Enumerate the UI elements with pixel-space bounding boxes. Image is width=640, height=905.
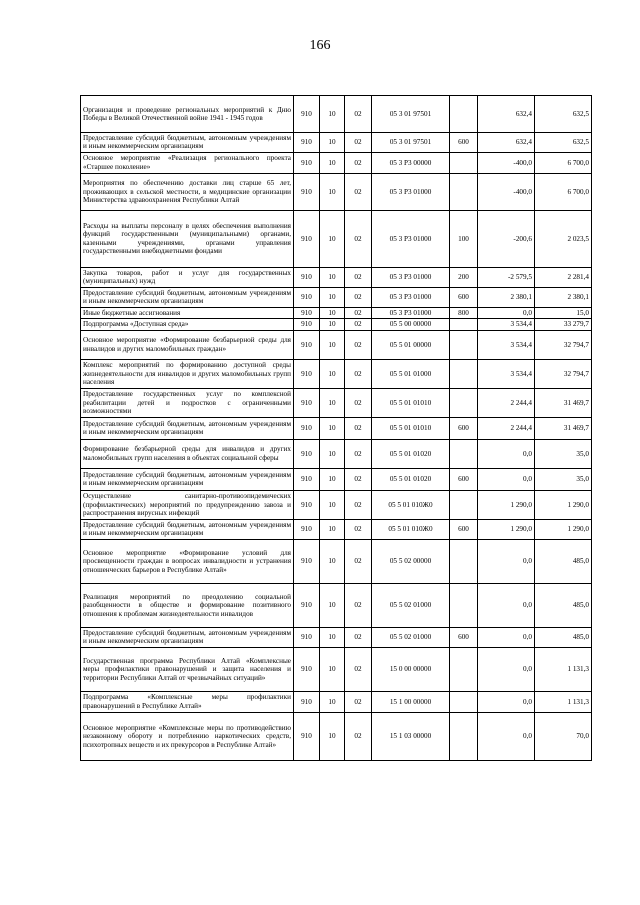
row-total-amount: 2 281,4: [535, 267, 592, 287]
row-grbs: 910: [294, 627, 320, 647]
row-total-amount: 2 380,1: [535, 287, 592, 307]
row-subsection: 02: [345, 468, 372, 490]
row-grbs: 910: [294, 388, 320, 417]
row-grbs: 910: [294, 133, 320, 153]
row-expense-type: 600: [450, 417, 478, 439]
row-change-amount: 1 290,0: [478, 490, 535, 519]
row-target-article: 15 1 00 00000: [372, 691, 450, 712]
row-name: Предоставление субсидий бюджетным, автономным учреждениям и иным некоммерческим организациям: [81, 468, 294, 490]
row-change-amount: 0,0: [478, 691, 535, 712]
row-grbs: 910: [294, 490, 320, 519]
row-target-article: 05 5 01 01020: [372, 468, 450, 490]
row-total-amount: 632,5: [535, 133, 592, 153]
row-change-amount: 0,0: [478, 539, 535, 583]
row-section: 10: [320, 691, 345, 712]
row-target-article: 05 3 P3 01000: [372, 287, 450, 307]
row-expense-type: [450, 330, 478, 359]
row-subsection: 02: [345, 319, 372, 330]
row-section: 10: [320, 210, 345, 267]
row-change-amount: 3 534,4: [478, 359, 535, 388]
row-grbs: 910: [294, 712, 320, 760]
row-expense-type: 600: [450, 133, 478, 153]
row-subsection: 02: [345, 712, 372, 760]
row-subsection: 02: [345, 388, 372, 417]
row-expense-type: [450, 647, 478, 691]
row-total-amount: 1 131,3: [535, 691, 592, 712]
row-expense-type: [450, 490, 478, 519]
row-grbs: 910: [294, 439, 320, 468]
row-target-article: 05 5 01 00000: [372, 330, 450, 359]
row-target-article: 05 3 P3 01000: [372, 210, 450, 267]
row-expense-type: [450, 439, 478, 468]
budget-table: [80, 95, 592, 761]
row-total-amount: 32 794,7: [535, 330, 592, 359]
row-change-amount: -400,0: [478, 173, 535, 210]
row-section: 10: [320, 267, 345, 287]
row-grbs: 910: [294, 319, 320, 330]
row-subsection: 02: [345, 490, 372, 519]
row-name: Предоставление субсидий бюджетным, автономным учреждениям и иным некоммерческим организациям: [81, 287, 294, 307]
row-target-article: 05 5 01 01000: [372, 359, 450, 388]
row-section: 10: [320, 133, 345, 153]
table-row: [81, 712, 592, 760]
row-change-amount: 3 534,4: [478, 330, 535, 359]
row-section: 10: [320, 583, 345, 627]
row-name: Предоставление государственных услуг по комплексной реабилитации детей и подростков с ограниченными возможностями: [81, 388, 294, 417]
row-subsection: 02: [345, 583, 372, 627]
table-row: [81, 133, 592, 153]
row-expense-type: 100: [450, 210, 478, 267]
row-expense-type: 600: [450, 468, 478, 490]
row-target-article: 05 5 01 01010: [372, 388, 450, 417]
row-section: 10: [320, 468, 345, 490]
row-target-article: 05 5 01 01020: [372, 439, 450, 468]
row-section: 10: [320, 359, 345, 388]
row-target-article: 05 5 02 01000: [372, 627, 450, 647]
row-grbs: 910: [294, 267, 320, 287]
row-name: Организация и проведение региональных мероприятий к Дню Победы в Великой Отечественной войне 1941 - 1945 годов: [81, 96, 294, 133]
row-subsection: 02: [345, 627, 372, 647]
row-name: Формирование безбарьерной среды для инвалидов и других маломобильных групп населения в объектах социальной сферы: [81, 439, 294, 468]
row-subsection: 02: [345, 539, 372, 583]
row-grbs: 910: [294, 359, 320, 388]
row-name: Осуществление санитарно-противоэпидемических (профилактических) мероприятий по предупреждению завоза и распространения вирусных инфекций: [81, 490, 294, 519]
row-name: Предоставление субсидий бюджетным, автономным учреждениям и иным некоммерческим организациям: [81, 627, 294, 647]
row-subsection: 02: [345, 152, 372, 173]
row-name: Основное мероприятие «Формирование условий для просвещенности граждан в вопросах инвалидности и устранения отношенческих барьеров в Республике Алтай»: [81, 539, 294, 583]
row-grbs: 910: [294, 330, 320, 359]
row-expense-type: [450, 712, 478, 760]
row-expense-type: [450, 388, 478, 417]
row-total-amount: 632,5: [535, 96, 592, 133]
row-name: Иные бюджетные ассигнования: [81, 307, 294, 318]
row-change-amount: 0,0: [478, 627, 535, 647]
row-total-amount: 6 700,0: [535, 152, 592, 173]
row-subsection: 02: [345, 307, 372, 318]
row-grbs: 910: [294, 539, 320, 583]
row-target-article: 05 5 02 00000: [372, 539, 450, 583]
row-change-amount: 1 290,0: [478, 519, 535, 539]
row-grbs: 910: [294, 468, 320, 490]
row-expense-type: 600: [450, 627, 478, 647]
row-name: Предоставление субсидий бюджетным, автономным учреждениям и иным некоммерческим организациям: [81, 133, 294, 153]
row-name: Основное мероприятие «Комплексные меры по противодействию незаконному обороту и потреблению наркотических средств, психотропных веществ и их прекурсоров в Республике Алтай»: [81, 712, 294, 760]
row-section: 10: [320, 152, 345, 173]
row-expense-type: [450, 583, 478, 627]
table-row: [81, 627, 592, 647]
row-target-article: 05 3 P3 01000: [372, 173, 450, 210]
row-change-amount: 632,4: [478, 133, 535, 153]
row-name: Предоставление субсидий бюджетным, автономным учреждениям и иным некоммерческим организациям: [81, 519, 294, 539]
table-row: [81, 330, 592, 359]
row-name: Подпрограмма «Доступная среда»: [81, 319, 294, 330]
row-target-article: 05 5 02 01000: [372, 583, 450, 627]
row-total-amount: 15,0: [535, 307, 592, 318]
row-change-amount: 0,0: [478, 712, 535, 760]
table-row: [81, 417, 592, 439]
row-expense-type: [450, 319, 478, 330]
table-row: [81, 468, 592, 490]
row-change-amount: 3 534,4: [478, 319, 535, 330]
row-change-amount: 0,0: [478, 307, 535, 318]
table-row: [81, 490, 592, 519]
row-total-amount: 31 469,7: [535, 388, 592, 417]
row-name: Реализация мероприятий по преодолению социальной разобщенности в обществе и формирование позитивного отношения к проблемам жизнедеятельности инвалидов: [81, 583, 294, 627]
row-target-article: 15 1 03 00000: [372, 712, 450, 760]
row-grbs: 910: [294, 287, 320, 307]
row-expense-type: 600: [450, 519, 478, 539]
row-grbs: 910: [294, 152, 320, 173]
row-change-amount: -200,6: [478, 210, 535, 267]
row-total-amount: 6 700,0: [535, 173, 592, 210]
row-section: 10: [320, 287, 345, 307]
row-target-article: 05 5 00 00000: [372, 319, 450, 330]
page-number: 166: [309, 38, 331, 53]
row-section: 10: [320, 96, 345, 133]
row-grbs: 910: [294, 583, 320, 627]
row-total-amount: 35,0: [535, 468, 592, 490]
row-subsection: 02: [345, 210, 372, 267]
row-grbs: 910: [294, 210, 320, 267]
table-row: [81, 539, 592, 583]
row-expense-type: 800: [450, 307, 478, 318]
row-target-article: 05 5 01 010Ж0: [372, 519, 450, 539]
table-row: [81, 287, 592, 307]
row-section: 10: [320, 712, 345, 760]
row-subsection: 02: [345, 287, 372, 307]
row-change-amount: -400,0: [478, 152, 535, 173]
row-section: 10: [320, 319, 345, 330]
row-expense-type: [450, 152, 478, 173]
row-grbs: 910: [294, 691, 320, 712]
row-target-article: 05 3 P3 00000: [372, 152, 450, 173]
row-total-amount: 485,0: [535, 583, 592, 627]
row-total-amount: 32 794,7: [535, 359, 592, 388]
table-row: [81, 307, 592, 318]
row-section: 10: [320, 388, 345, 417]
row-total-amount: 31 469,7: [535, 417, 592, 439]
row-change-amount: 0,0: [478, 647, 535, 691]
row-subsection: 02: [345, 96, 372, 133]
row-subsection: 02: [345, 133, 372, 153]
row-subsection: 02: [345, 519, 372, 539]
row-section: 10: [320, 627, 345, 647]
row-section: 10: [320, 330, 345, 359]
row-expense-type: 200: [450, 267, 478, 287]
row-target-article: 05 5 01 010Ж0: [372, 490, 450, 519]
row-change-amount: 632,4: [478, 96, 535, 133]
row-grbs: 910: [294, 173, 320, 210]
table-row: [81, 96, 592, 133]
row-subsection: 02: [345, 173, 372, 210]
table-row: [81, 152, 592, 173]
table-row: [81, 210, 592, 267]
table-row: [81, 647, 592, 691]
table-row: [81, 439, 592, 468]
row-section: 10: [320, 307, 345, 318]
budget-table-body: [81, 96, 592, 761]
row-name: Предоставление субсидий бюджетным, автономным учреждениям и иным некоммерческим организациям: [81, 417, 294, 439]
row-grbs: 910: [294, 96, 320, 133]
row-subsection: 02: [345, 691, 372, 712]
row-expense-type: [450, 96, 478, 133]
row-target-article: 15 0 00 00000: [372, 647, 450, 691]
table-row: [81, 359, 592, 388]
row-change-amount: -2 579,5: [478, 267, 535, 287]
row-total-amount: 33 279,7: [535, 319, 592, 330]
table-row: [81, 519, 592, 539]
row-subsection: 02: [345, 359, 372, 388]
row-change-amount: 0,0: [478, 439, 535, 468]
row-name: Мероприятия по обеспечению доставки лиц старше 65 лет, проживающих в сельской местности, в медицинские организации Министерства здравоохранения Республики Алтай: [81, 173, 294, 210]
row-subsection: 02: [345, 417, 372, 439]
row-total-amount: 35,0: [535, 439, 592, 468]
row-expense-type: [450, 691, 478, 712]
table-row: [81, 267, 592, 287]
row-total-amount: 1 290,0: [535, 519, 592, 539]
row-section: 10: [320, 173, 345, 210]
table-row: [81, 388, 592, 417]
row-grbs: 910: [294, 307, 320, 318]
row-subsection: 02: [345, 439, 372, 468]
row-target-article: 05 3 01 97501: [372, 96, 450, 133]
table-row: [81, 583, 592, 627]
row-section: 10: [320, 490, 345, 519]
row-expense-type: 600: [450, 287, 478, 307]
row-target-article: 05 3 01 97501: [372, 133, 450, 153]
row-grbs: 910: [294, 519, 320, 539]
row-name: Государственная программа Республики Алтай «Комплексные меры профилактики правонарушений и защита населения и территории Республики Алтай от чрезвычайных ситуаций»: [81, 647, 294, 691]
row-section: 10: [320, 439, 345, 468]
row-name: Подпрограмма «Комплексные меры профилактики правонарушений в Республике Алтай»: [81, 691, 294, 712]
table-row: [81, 173, 592, 210]
row-total-amount: 485,0: [535, 539, 592, 583]
row-change-amount: 2 244,4: [478, 388, 535, 417]
row-target-article: 05 3 P3 01000: [372, 307, 450, 318]
row-total-amount: 1 290,0: [535, 490, 592, 519]
row-section: 10: [320, 539, 345, 583]
row-change-amount: 2 244,4: [478, 417, 535, 439]
row-subsection: 02: [345, 267, 372, 287]
row-name: Основное мероприятие «Формирование безбарьерной среды для инвалидов и других маломобильных граждан»: [81, 330, 294, 359]
row-subsection: 02: [345, 647, 372, 691]
row-total-amount: 1 131,3: [535, 647, 592, 691]
row-name: Комплекс мероприятий по формированию доступной среды жизнедеятельности для инвалидов и других маломобильных групп населения: [81, 359, 294, 388]
row-section: 10: [320, 417, 345, 439]
row-target-article: 05 3 P3 01000: [372, 267, 450, 287]
row-total-amount: 485,0: [535, 627, 592, 647]
row-expense-type: [450, 359, 478, 388]
row-section: 10: [320, 519, 345, 539]
table-row: [81, 319, 592, 330]
row-grbs: 910: [294, 417, 320, 439]
row-total-amount: 70,0: [535, 712, 592, 760]
row-subsection: 02: [345, 330, 372, 359]
row-grbs: 910: [294, 647, 320, 691]
row-target-article: 05 5 01 01010: [372, 417, 450, 439]
row-change-amount: 0,0: [478, 468, 535, 490]
row-name: Основное мероприятие «Реализация регионального проекта «Старшее поколение»: [81, 152, 294, 173]
row-total-amount: 2 023,5: [535, 210, 592, 267]
row-change-amount: 2 380,1: [478, 287, 535, 307]
row-expense-type: [450, 539, 478, 583]
row-name: Закупка товаров, работ и услуг для государственных (муниципальных) нужд: [81, 267, 294, 287]
row-name: Расходы на выплаты персоналу в целях обеспечения выполнения функций государственными (муниципальными) органами, казенными учреждениями, органами управления государственными внебюджетными фондами: [81, 210, 294, 267]
row-expense-type: [450, 173, 478, 210]
table-row: [81, 691, 592, 712]
row-section: 10: [320, 647, 345, 691]
row-change-amount: 0,0: [478, 583, 535, 627]
